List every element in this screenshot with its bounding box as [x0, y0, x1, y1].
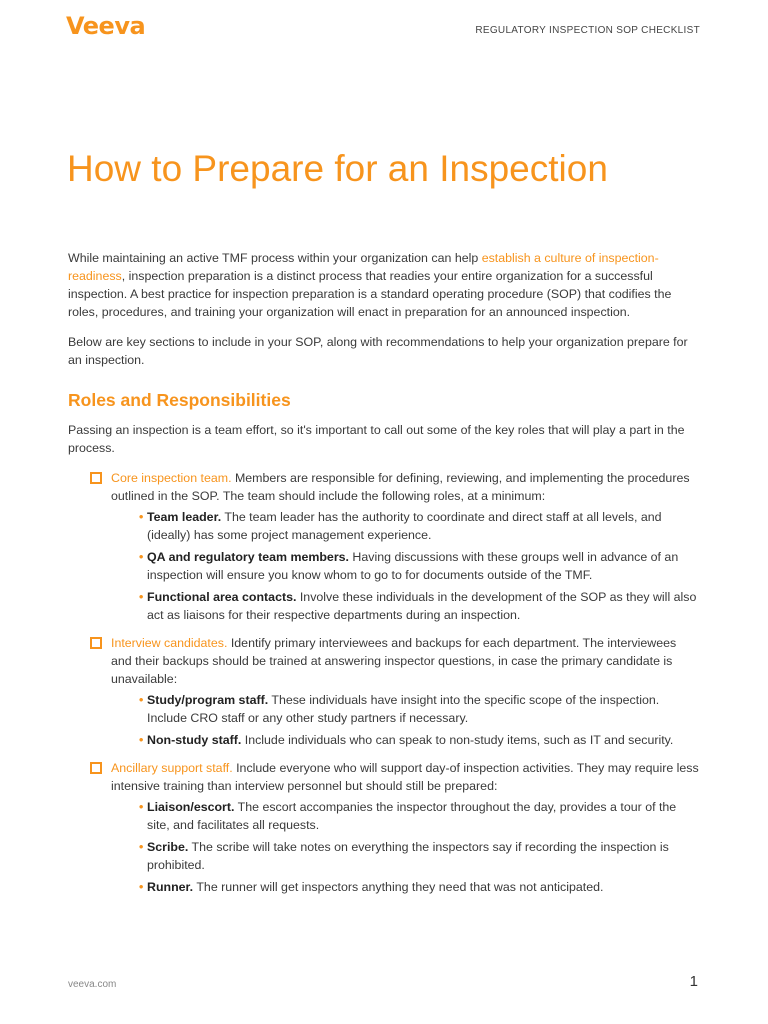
role-description: The team leader has the authority to coordinate and direct staff at all levels, and (ideally) has some project management experience.	[147, 510, 662, 542]
logo-text: Veeva	[66, 12, 146, 40]
list-item	[111, 798, 700, 834]
checklist-item-ancillary-staff	[68, 759, 700, 896]
role-term: Scribe.	[147, 840, 189, 854]
checkbox-icon[interactable]	[90, 472, 102, 484]
document-label: REGULATORY INSPECTION SOP CHECKLIST	[475, 25, 700, 36]
checkbox-icon[interactable]	[90, 637, 102, 649]
checklist-item-core-team	[68, 469, 700, 624]
inspection-readiness-link[interactable]: establish a culture of inspection-readiness	[68, 251, 659, 283]
checklist-item-description: Identify primary interviewees and backups for each department. The interviewees and their backups should be trained at answering inspector questions, in case the primary candidate is unavailable:	[111, 636, 677, 686]
veeva-logo	[66, 14, 145, 38]
role-description: The runner will get inspectors anything they need that was not anticipated.	[193, 880, 604, 894]
intro-paragraph-1	[68, 249, 700, 321]
checklist-item-text	[111, 469, 700, 505]
intro-paragraph-2: Below are key sections to include in your SOP, along with recommendations to help your organization prepare for an inspection.	[68, 335, 688, 367]
checklist-item-description: Members are responsible for defining, reviewing, and implementing the procedures outlined in the SOP. The team should include the following roles, at a minimum:	[111, 471, 690, 503]
list-item	[111, 548, 700, 584]
role-description: The escort accompanies the inspector throughout the day, provides a tour of the site, and facilitates all requests.	[147, 800, 677, 832]
checklist-item-text	[111, 634, 700, 688]
checkbox-icon[interactable]	[90, 762, 102, 774]
role-term: Team leader.	[147, 510, 222, 524]
page-title: How to Prepare for an Inspection	[67, 148, 608, 189]
intro-text-after-link: , inspection preparation is a distinct process that readies your entire organization for a successful inspection. A best practice for inspection preparation is a standard operating procedure (SOP) that codifies the roles, procedures, and training your organization will enact in preparation for an announced inspection.	[68, 269, 672, 319]
bullet-icon: •	[139, 693, 144, 707]
bullet-icon: •	[139, 590, 144, 604]
checklist-item-interview-candidates	[68, 634, 700, 749]
document-body	[68, 249, 700, 906]
role-term: Study/program staff.	[147, 693, 269, 707]
role-description: Having discussions with these groups well in advance of an inspection will ensure you know whom to go to for documents outside of the TMF.	[147, 550, 679, 582]
role-description: The scribe will take notes on everything the inspectors say if recording the inspection is prohibited.	[147, 840, 669, 872]
checklist-item-label: Core inspection team.	[111, 471, 232, 485]
page-number: 1	[689, 973, 698, 990]
list-item	[111, 508, 700, 544]
bullet-icon: •	[139, 550, 144, 564]
section-heading: Roles and Responsibilities	[68, 390, 291, 410]
role-term: Functional area contacts.	[147, 590, 297, 604]
role-term: Runner.	[147, 880, 194, 894]
role-term: Liaison/escort.	[147, 800, 235, 814]
checklist-item-label: Interview candidates.	[111, 636, 228, 650]
role-term: Non-study staff.	[147, 733, 242, 747]
intro-text-before-link: While maintaining an active TMF process within your organization can help	[68, 251, 482, 265]
role-list	[111, 798, 700, 896]
role-description: Include individuals who can speak to non-study items, such as IT and security.	[241, 733, 674, 747]
role-description: Involve these individuals in the development of the SOP as they will also act as liaisons for their respective departments during an inspection.	[147, 590, 697, 622]
bullet-icon: •	[139, 510, 144, 524]
list-item	[111, 588, 700, 624]
list-item	[111, 691, 700, 727]
list-item	[111, 838, 700, 874]
bullet-icon: •	[139, 800, 144, 814]
bullet-icon: •	[139, 840, 144, 854]
bullet-icon: •	[139, 880, 144, 894]
checklist-item-label: Ancillary support staff.	[111, 761, 233, 775]
list-item	[111, 878, 700, 896]
checklist-item-text	[111, 759, 700, 795]
footer-url-link[interactable]: veeva.com	[68, 979, 117, 990]
bullet-icon: •	[139, 733, 144, 747]
role-description: These individuals have insight into the specific scope of the inspection. Include CRO staff or any other study partners if necessary.	[147, 693, 660, 725]
role-list	[111, 691, 700, 749]
list-item	[111, 731, 700, 749]
role-list	[111, 508, 700, 624]
role-term: QA and regulatory team members.	[147, 550, 349, 564]
checklist-item-description: Include everyone who will support day-of inspection activities. They may require less intensive training than interview personnel but should still be prepared:	[111, 761, 699, 793]
section-intro: Passing an inspection is a team effort, so it's important to call out some of the key roles that will play a part in the process.	[68, 423, 685, 455]
